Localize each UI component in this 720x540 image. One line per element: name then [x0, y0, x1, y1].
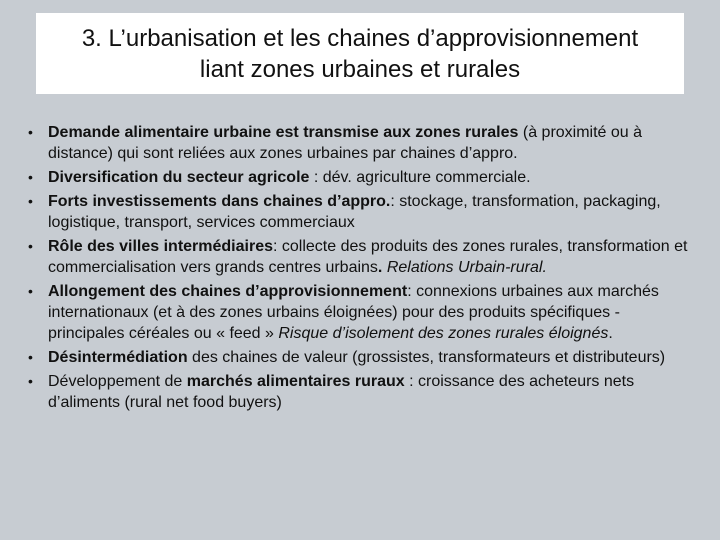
bullet-bold-text: marchés alimentaires ruraux: [186, 373, 405, 390]
bullet-italic-text: Risque d’isolement des zones rurales éloignés: [278, 325, 609, 342]
bullet-text: : collecte des produits des zones rurales, transformation et commercialisation vers grands centres urbains: [48, 238, 688, 276]
bullet-icon: •: [28, 124, 33, 140]
bullet-item: [20, 122, 700, 164]
bullet-icon: •: [28, 169, 33, 185]
slide-title: [36, 13, 684, 94]
bullet-item: [20, 371, 700, 413]
bullet-bold-text: Diversification du secteur agricole: [48, 169, 310, 186]
bullet-icon: •: [28, 283, 33, 299]
bullet-icon: •: [28, 373, 33, 389]
bullet-item: [20, 191, 700, 233]
bullet-text: : croissance des acheteurs nets d’aliments (rural net food buyers): [48, 373, 635, 411]
bullet-text: (à proximité ou à distance) qui sont reliées aux zones urbaines par chaines d’appro.: [48, 124, 643, 162]
bullet-text: : dév. agriculture commerciale.: [309, 169, 531, 186]
bullet-text: Développement de: [48, 373, 187, 390]
bullet-item: [20, 347, 700, 368]
bullet-bold-text: Demande alimentaire urbaine est transmise aux zones rurales: [48, 124, 519, 141]
bullet-italic-text: Relations Urbain-rural.: [382, 259, 547, 276]
bullet-item: [20, 167, 700, 188]
bullet-bold-text: Rôle des villes intermédiaires: [48, 238, 273, 255]
bullet-icon: •: [28, 349, 33, 365]
bullet-icon: •: [28, 238, 33, 254]
slide-title-line-1: 3. L’urbanisation et les chaines d’approvisionnement: [81, 24, 639, 52]
bullet-text: : connexions urbaines aux marchés internationaux (et à des zones urbains éloignées) pour des produits spécifiques - principales céréales ou « feed »: [48, 283, 659, 342]
slide-title-line-2: liant zones urbaines et rurales: [199, 55, 521, 83]
bullet-bold-text: Allongement des chaines d’approvisionnement: [48, 283, 408, 300]
bullet-item: [20, 236, 700, 278]
bullet-bold-text: Forts investissements dans chaines d’appro.: [48, 193, 391, 210]
bullet-item: [20, 281, 700, 344]
bullet-icon: •: [28, 193, 33, 209]
bullet-text: .: [608, 325, 613, 342]
bullet-list: [20, 122, 700, 416]
bullet-text: : stockage, transformation, packaging, logistique, transport, services commerciaux: [48, 193, 661, 231]
bullet-bold-text: .: [377, 259, 383, 276]
bullet-bold-text: Désintermédiation: [48, 349, 188, 366]
bullet-text: des chaines de valeur (grossistes, transformateurs et distributeurs): [187, 349, 666, 366]
